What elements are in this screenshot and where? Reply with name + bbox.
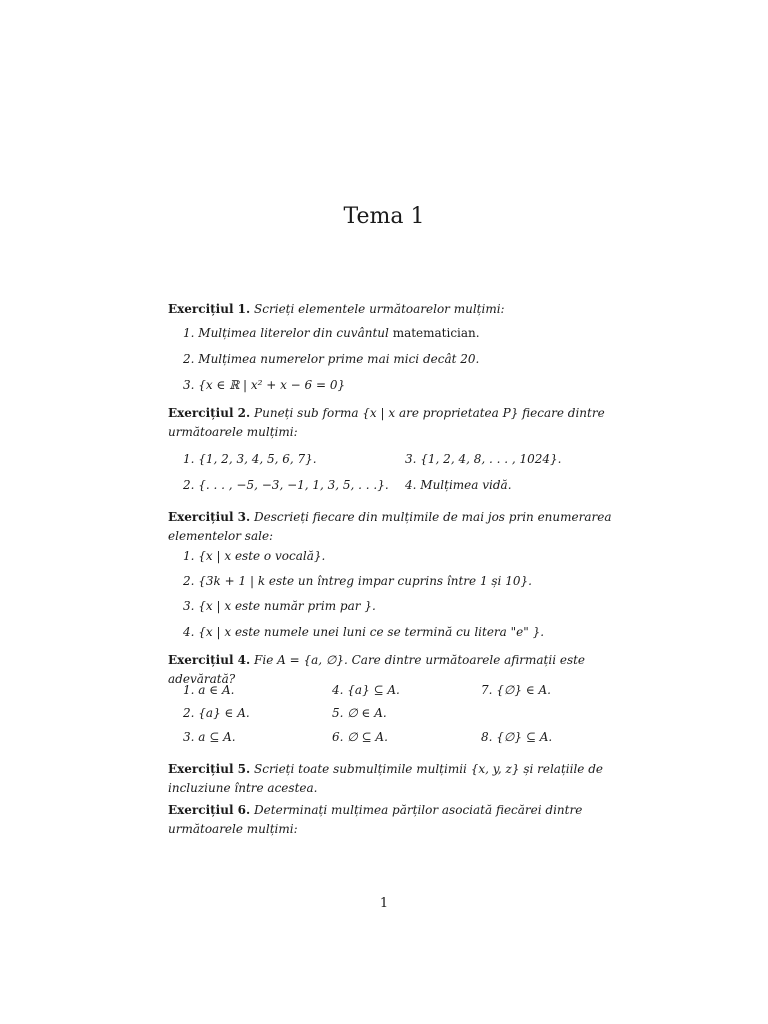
exercise-label: Exercițiul 1. [168,302,251,316]
list-item: 7. {∅} ∈ A. [481,683,551,697]
list-item: 2. {. . . , −5, −3, −1, 1, 3, 5, . . .}. [183,478,389,492]
page-title: Tema 1 [343,204,425,229]
exercise-label: Exercițiul 2. [168,406,251,420]
list-item: 1. Mulțimea literelor din cuvântul matematician. [183,326,480,340]
list-item: 3. {x | x este număr prim par }. [183,599,376,613]
exercise-text: Determinați mulțimea părților asociată fiecărei dintre următoarele mulțimi: [168,803,583,836]
list-item: 4. Mulțimea vidă. [405,478,512,492]
exercise-2-heading [168,404,630,442]
list-item: 1. {1, 2, 3, 4, 5, 6, 7}. [183,452,317,466]
exercise-5-heading [168,760,630,798]
list-item: 2. Mulțimea numerelor prime mai mici decât 20. [183,352,480,366]
list-item: 4. {a} ⊆ A. [332,683,400,697]
exercise-6-heading [168,801,630,839]
list-item: 8. {∅} ⊆ A. [481,730,553,744]
list-item: 3. {1, 2, 4, 8, . . . , 1024}. [405,452,562,466]
exercise-3-heading [168,508,630,546]
exercise-label: Exercițiul 5. [168,762,251,776]
exercise-label: Exercițiul 3. [168,510,251,524]
exercise-text: Puneți sub forma {x | x are proprietatea P} fiecare dintre următoarele mulțimi: [168,406,605,439]
exercise-label: Exercițiul 4. [168,653,251,667]
list-item: 3. a ⊆ A. [183,730,236,744]
exercise-text: Scrieți toate submulțimile mulțimii {x, y, z} și relațiile de incluziune între acestea. [168,762,603,795]
exercise-1-heading [168,300,630,319]
list-item: 3. {x ∈ ℝ | x² + x − 6 = 0} [183,378,346,392]
list-item: 4. {x | x este numele unei luni ce se termină cu litera "e" }. [183,625,545,639]
exercise-text: Descrieți fiecare din mulțimile de mai jos prin enumerarea elementelor sale: [168,510,612,543]
list-item: 1. a ∈ A. [183,683,235,697]
exercise-label: Exercițiul 6. [168,803,251,817]
list-item: 6. ∅ ⊆ A. [332,730,388,744]
list-item: 5. ∅ ∈ A. [332,706,387,720]
page-number: 1 [379,896,389,911]
list-item: 2. {3k + 1 | k este un întreg impar cuprins între 1 și 10}. [183,574,532,588]
exercise-text: Fie A = {a, ∅}. Care dintre următoarele afirmații este adevărată? [168,653,586,686]
list-item: 1. {x | x este o vocală}. [183,549,326,563]
exercise-text: Scrieți elementele următoarelor mulțimi: [254,302,505,316]
list-item: 2. {a} ∈ A. [183,706,250,720]
